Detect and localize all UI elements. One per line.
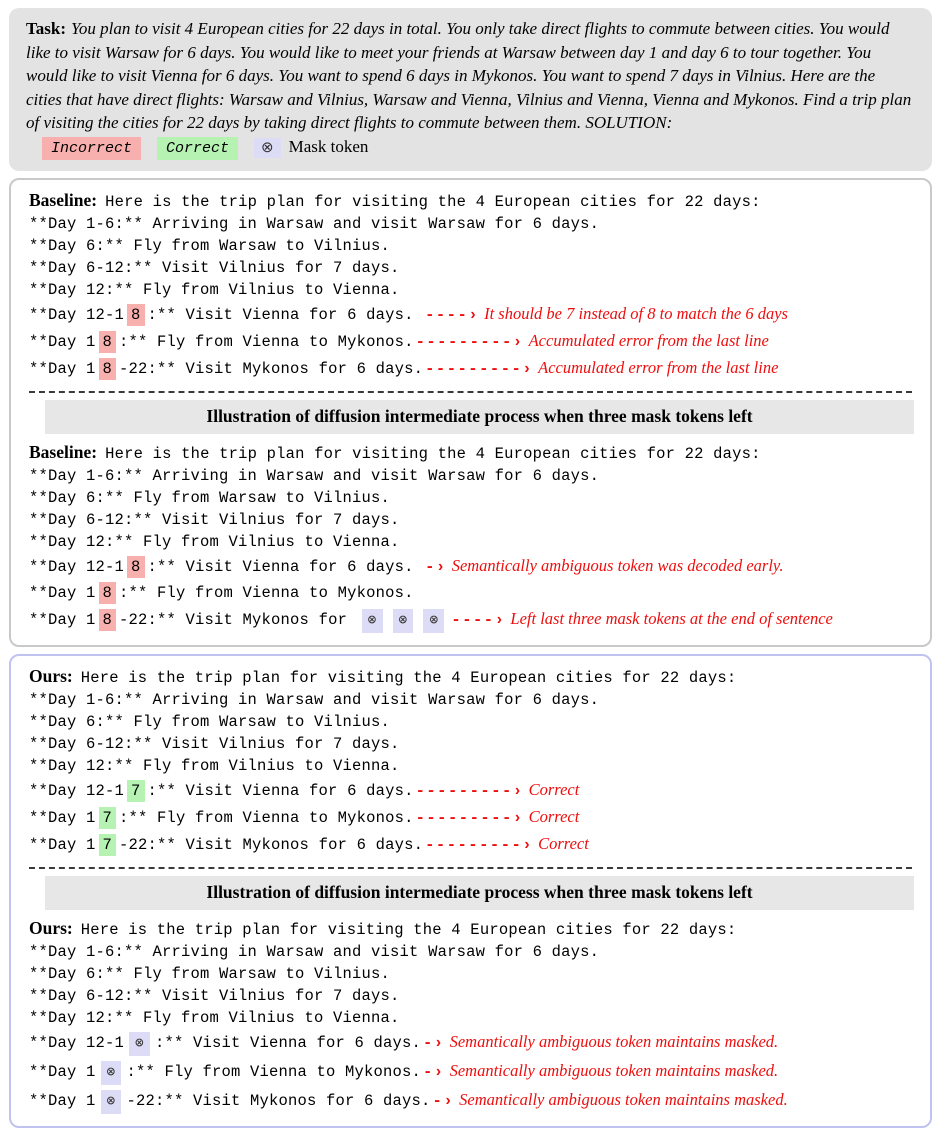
output-text: :** Visit Vienna for 6 days.	[147, 306, 424, 324]
output-text: **Day 12:** Fly from Vilnius to Vienna.	[29, 533, 400, 551]
diffusion-process-header: Illustration of diffusion intermediate process when three mask tokens left	[45, 400, 914, 434]
output-text: **Day 1	[29, 836, 96, 854]
correct-token: 7	[99, 834, 117, 856]
output-text: Here is the trip plan for visiting the 4 European cities for 22 days:	[105, 193, 761, 211]
incorrect-token: 8	[99, 331, 117, 353]
diffusion-process-header: Illustration of diffusion intermediate process when three mask tokens left	[45, 876, 914, 910]
ours-output-final	[29, 665, 912, 858]
output-line	[29, 279, 912, 301]
output-text: Here is the trip plan for visiting the 4 European cities for 22 days:	[80, 921, 737, 939]
output-text: **Day 1-6:** Arriving in Warsaw and visit Warsaw for 6 days.	[29, 943, 600, 961]
incorrect-token: 8	[99, 582, 117, 604]
output-text: :** Visit Vienna for 6 days.	[154, 1034, 421, 1052]
task-text: You plan to visit 4 European cities for 22 days in total. You only take direct flights to commute between cities. You would like to visit Warsaw for 6 days. You would like to meet your friends at Warsaw between day 1 and day 6 to tour together. You would like to visit Vienna for 6 days. You want to spend 6 days in Mykonos. You want to spend 7 days in Vilnius. Here are the cities that have direct flights: Warsaw and Vilnius, Warsaw and Vienna, Vilnius and Vienna, Vienna and Mykonos. Find a trip plan of visiting the cities for 22 days by taking direct flights to commute between them. SOLUTION:	[26, 19, 912, 132]
output-line	[29, 941, 912, 963]
speaker-label: Ours:	[29, 918, 73, 938]
output-line	[29, 711, 912, 733]
correct-token: 7	[127, 780, 145, 802]
output-line	[29, 355, 912, 382]
output-line	[29, 1087, 912, 1116]
output-line	[29, 1058, 912, 1087]
mask-token: ⊗	[362, 609, 383, 633]
annotation-arrow: -›	[432, 1092, 455, 1110]
output-text: **Day 6:** Fly from Warsaw to Vilnius.	[29, 489, 391, 507]
annotation-arrow: ----›	[425, 306, 480, 324]
output-line	[29, 665, 912, 689]
output-text: **Day 6:** Fly from Warsaw to Vilnius.	[29, 237, 391, 255]
legend-correct-swatch: Correct	[157, 137, 238, 160]
annotation-note: It should be 7 instead of 8 to match the 6 days	[484, 304, 788, 323]
annotation-note: Correct	[528, 780, 580, 799]
mask-token: ⊗	[393, 609, 414, 633]
annotation-note: Semantically ambiguous token maintains masked.	[449, 1061, 779, 1080]
output-text: **Day 1	[29, 360, 96, 378]
baseline-output-final	[29, 189, 912, 382]
ours-panel	[9, 654, 932, 1128]
output-text: **Day 1-6:** Arriving in Warsaw and visit Warsaw for 6 days.	[29, 691, 600, 709]
output-text: **Day 12-1	[29, 306, 125, 324]
correct-token: 7	[99, 807, 117, 829]
output-text: **Day 12-1	[29, 1034, 125, 1052]
incorrect-token: 8	[127, 304, 145, 326]
output-text: :** Fly from Vienna to Mykonos.	[119, 809, 414, 827]
output-line	[29, 755, 912, 777]
output-line	[29, 689, 912, 711]
output-line	[29, 917, 912, 941]
incorrect-token: 8	[99, 609, 117, 631]
output-text: **Day 12-1	[29, 782, 125, 800]
output-text: **Day 6-12:** Visit Vilnius for 7 days.	[29, 259, 400, 277]
output-line	[29, 328, 912, 355]
output-text: :** Fly from Vienna to Mykonos.	[119, 333, 414, 351]
mask-token: ⊗	[423, 609, 444, 633]
legend-mask-label: Mask token	[288, 136, 369, 156]
output-text: -22:** Visit Mykonos for 6 days.	[126, 1092, 431, 1110]
output-text: **Day 12:** Fly from Vilnius to Vienna.	[29, 281, 400, 299]
output-text: :** Visit Vienna for 6 days.	[147, 782, 414, 800]
output-line	[29, 487, 912, 509]
output-line	[29, 257, 912, 279]
ours-output-intermediate	[29, 917, 912, 1116]
output-text: **Day 12-1	[29, 558, 125, 576]
output-text: **Day 1-6:** Arriving in Warsaw and visit Warsaw for 6 days.	[29, 467, 600, 485]
output-text: Here is the trip plan for visiting the 4 European cities for 22 days:	[80, 669, 737, 687]
output-text: Here is the trip plan for visiting the 4 European cities for 22 days:	[105, 445, 761, 463]
output-text: -22:** Visit Mykonos for 6 days.	[119, 836, 424, 854]
output-line	[29, 985, 912, 1007]
baseline-output-intermediate	[29, 441, 912, 635]
annotation-arrow: ---------›	[415, 782, 524, 800]
output-line	[29, 189, 912, 213]
annotation-note: Semantically ambiguous token was decoded early.	[451, 556, 784, 575]
incorrect-token: 8	[99, 358, 117, 380]
output-text: -22:** Visit Mykonos for	[119, 611, 357, 629]
mask-token: ⊗	[129, 1032, 150, 1056]
output-line	[29, 441, 912, 465]
annotation-arrow: ---------›	[415, 809, 524, 827]
legend	[26, 137, 368, 156]
output-text: **Day 12:** Fly from Vilnius to Vienna.	[29, 1009, 400, 1027]
annotation-arrow: ---------›	[415, 333, 524, 351]
output-text: :** Fly from Vienna to Mykonos.	[119, 584, 414, 602]
output-text: **Day 6-12:** Visit Vilnius for 7 days.	[29, 511, 400, 529]
output-line	[29, 1007, 912, 1029]
annotation-arrow: -›	[425, 558, 447, 576]
annotation-note: Accumulated error from the last line	[538, 358, 779, 377]
annotation-note: Semantically ambiguous token maintains masked.	[459, 1090, 788, 1109]
annotation-note: Semantically ambiguous token maintains masked.	[449, 1032, 779, 1051]
output-line	[29, 580, 912, 606]
output-text: **Day 6-12:** Visit Vilnius for 7 days.	[29, 987, 400, 1005]
output-text: **Day 6:** Fly from Warsaw to Vilnius.	[29, 713, 391, 731]
annotation-arrow: -›	[423, 1063, 445, 1081]
dashed-divider	[29, 867, 912, 869]
output-text: **Day 1	[29, 611, 96, 629]
mask-token: ⊗	[101, 1061, 122, 1085]
output-text: **Day 1	[29, 584, 96, 602]
annotation-arrow: ---------›	[425, 360, 534, 378]
output-line	[29, 733, 912, 755]
output-text: -22:** Visit Mykonos for 6 days.	[119, 360, 424, 378]
output-line	[29, 213, 912, 235]
annotation-arrow: -›	[423, 1034, 445, 1052]
output-text: **Day 6-12:** Visit Vilnius for 7 days.	[29, 735, 400, 753]
output-line	[29, 301, 912, 328]
output-text: **Day 1	[29, 1092, 96, 1110]
output-text: **Day 6:** Fly from Warsaw to Vilnius.	[29, 965, 391, 983]
output-line	[29, 804, 912, 831]
incorrect-token: 8	[127, 556, 145, 578]
annotation-note: Accumulated error from the last line	[528, 331, 769, 350]
annotation-note: Left last three mask tokens at the end of sentence	[510, 609, 833, 628]
output-line	[29, 235, 912, 257]
task-label: Task:	[26, 19, 67, 38]
output-line	[29, 777, 912, 804]
output-text: **Day 1	[29, 333, 96, 351]
output-text: :** Visit Vienna for 6 days.	[147, 558, 424, 576]
output-line	[29, 553, 912, 580]
output-line	[29, 963, 912, 985]
output-line	[29, 831, 912, 858]
legend-incorrect-swatch: Incorrect	[42, 137, 141, 160]
output-line	[29, 606, 912, 635]
speaker-label: Baseline:	[29, 190, 98, 210]
speaker-label: Baseline:	[29, 442, 98, 462]
speaker-label: Ours:	[29, 666, 73, 686]
mask-token-icon: ⊗	[254, 138, 281, 158]
mask-token: ⊗	[101, 1090, 122, 1114]
output-line	[29, 509, 912, 531]
output-text: :** Fly from Vienna to Mykonos.	[126, 1063, 421, 1081]
output-text: **Day 1	[29, 1063, 96, 1081]
output-text: **Day 1	[29, 809, 96, 827]
baseline-panel	[9, 178, 932, 647]
output-text: **Day 1-6:** Arriving in Warsaw and visit Warsaw for 6 days.	[29, 215, 600, 233]
output-line	[29, 465, 912, 487]
output-line	[29, 1029, 912, 1058]
annotation-arrow: ---------›	[425, 836, 534, 854]
annotation-arrow: ----›	[451, 611, 506, 629]
output-line	[29, 531, 912, 553]
annotation-note: Correct	[538, 834, 589, 853]
dashed-divider	[29, 391, 912, 393]
task-box	[9, 8, 932, 171]
output-text: **Day 12:** Fly from Vilnius to Vienna.	[29, 757, 400, 775]
annotation-note: Correct	[528, 807, 580, 826]
